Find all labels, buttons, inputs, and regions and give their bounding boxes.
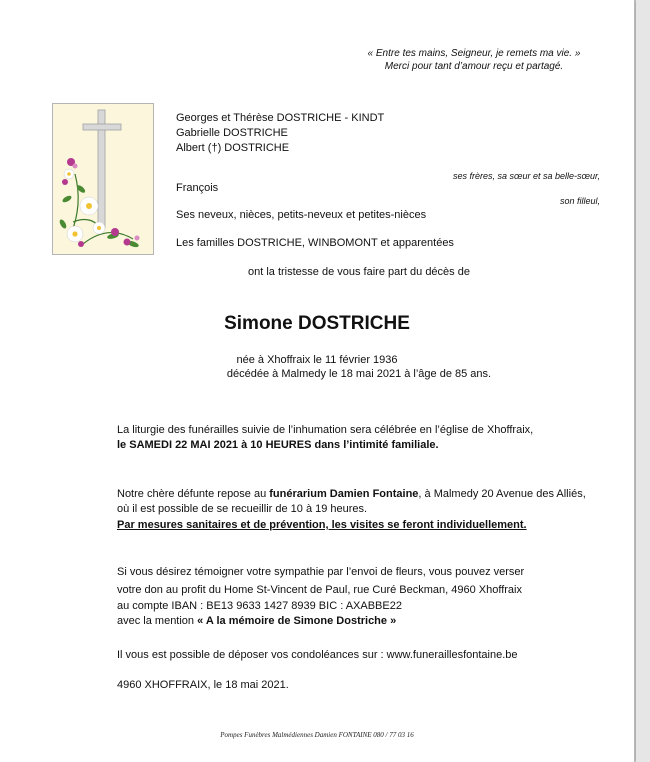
- announcement-text: ont la tristesse de vous faire part du décès de: [248, 266, 470, 278]
- liturgy-line-1: La liturgie des funérailles suivie de l’inhumation sera célébrée en l’église de Xhoffraix,: [117, 424, 534, 436]
- flowers-line-2: votre don au profit du Home St-Vincent de Paul, rue Curé Beckman, 4960 Xhoffraix: [117, 584, 522, 596]
- liturgy-line-2: le SAMEDI 22 MAI 2021 à 10 HEURES dans l’intimité familiale.: [117, 439, 439, 451]
- funerarium-suffix: , à Malmedy 20 Avenue des Alliés,: [418, 488, 586, 500]
- relation-siblings: ses frères, sa sœur et sa belle-sœur,: [452, 171, 600, 181]
- family-line-1: Georges et Thérèse DOSTRICHE - KINDT: [176, 112, 385, 124]
- place-date: 4960 XHOFFRAIX, le 18 mai 2021.: [117, 679, 289, 691]
- deceased-name: Simone DOSTRICHE: [224, 313, 410, 334]
- family-francois: François: [176, 182, 219, 194]
- condolences-text: Il vous est possible de déposer vos condoléances sur : www.funeraillesfontaine.be: [117, 649, 518, 661]
- funerarium-notice: Par mesures sanitaires et de prévention, les visites se feront individuellement.: [117, 519, 527, 531]
- flowers-mention-text: « A la mémoire de Simone Dostriche »: [197, 615, 397, 627]
- birth-info: née à Xhoffraix le 11 février 1936: [236, 354, 398, 366]
- quote-line-2: Merci pour tant d’amour reçu et partagé.: [384, 61, 564, 72]
- family-line-3: Albert (†) DOSTRICHE: [176, 142, 290, 154]
- cross-with-flowers-icon: [52, 103, 154, 255]
- family-families: Les familles DOSTRICHE, WINBOMONT et apparentées: [176, 237, 454, 249]
- quote-line-1: « Entre tes mains, Seigneur, je remets ma vie. »: [367, 48, 581, 59]
- flowers-line-4: [117, 615, 396, 628]
- footer-text: Pompes Funèbres Malmédiennes Damien FONTAINE 080 / 77 03 16: [220, 731, 414, 739]
- relation-godson: son filleul,: [559, 196, 600, 206]
- funerarium-place: funérarium Damien Fontaine: [269, 488, 419, 500]
- flowers-line-3: au compte IBAN : BE13 9633 1427 8939 BIC : AXABBE22: [117, 600, 402, 612]
- family-line-2: Gabrielle DOSTRICHE: [176, 127, 288, 139]
- flowers-line-1: Si vous désirez témoigner votre sympathie par l’envoi de fleurs, vous pouvez verser: [117, 566, 525, 578]
- death-info: décédée à Malmedy le 18 mai 2021 à l’âge de 85 ans.: [226, 368, 492, 380]
- family-nephews: Ses neveux, nièces, petits-neveux et petites-nièces: [176, 209, 427, 221]
- funerarium-line-2: où il est possible de se recueillir de 10 à 19 heures.: [117, 503, 368, 515]
- scrollbar-track[interactable]: [636, 0, 650, 762]
- flowers-mention-prefix: avec la mention: [117, 615, 198, 627]
- funerarium-line-1: [117, 488, 586, 501]
- funerarium-prefix: Notre chère défunte repose au: [117, 488, 270, 500]
